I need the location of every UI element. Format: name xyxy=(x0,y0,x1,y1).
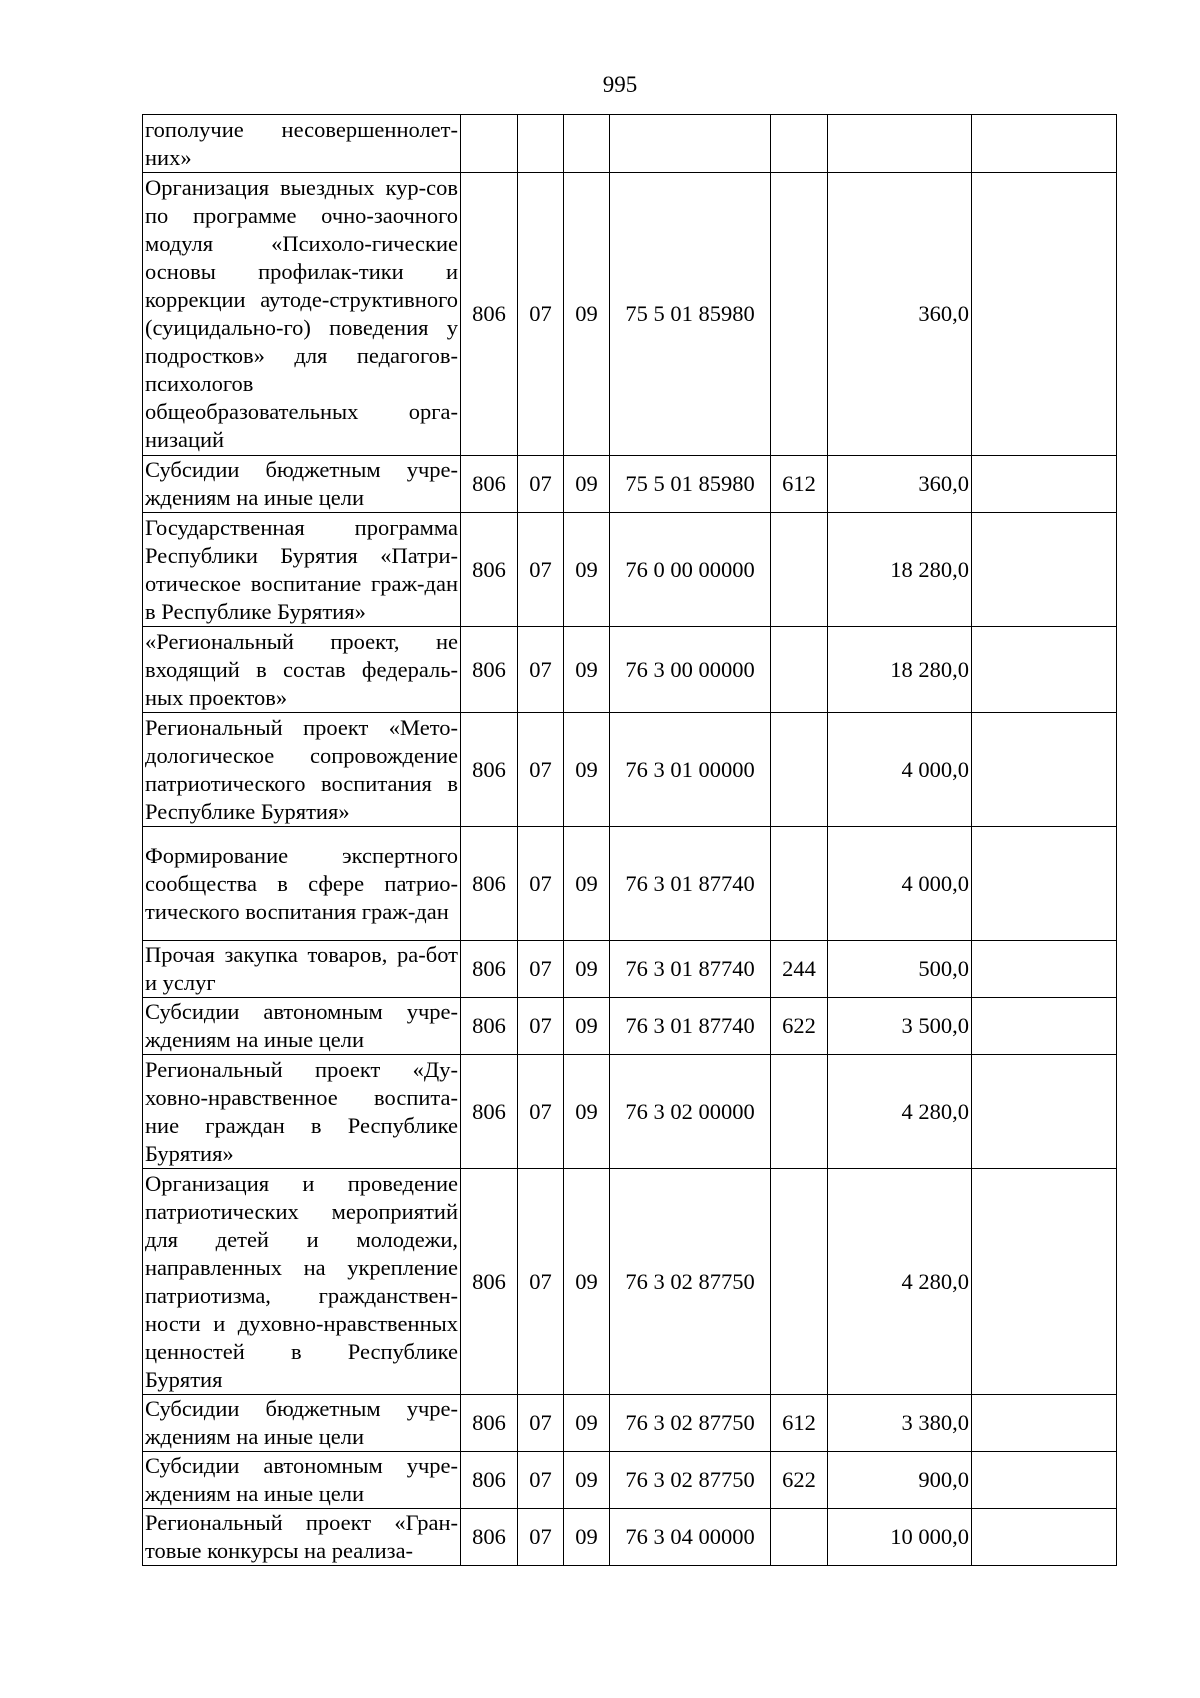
row-empty-cell xyxy=(972,173,1117,456)
row-ved-code xyxy=(461,115,518,173)
row-name: Организация и проведение патриотических мероприятий для детей и молодежи, направленных на укрепление патриотизма, гражданствен-ности и духовно-нравственных ценностей в Республике Бурятия xyxy=(143,1169,461,1395)
table-body xyxy=(143,115,1117,1566)
row-subsection-code: 09 xyxy=(564,1169,610,1395)
row-expense-type-code: 622 xyxy=(771,1452,828,1509)
row-subsection-code: 09 xyxy=(564,1452,610,1509)
row-target-article-code: 76 3 00 00000 xyxy=(610,627,771,713)
table-row xyxy=(143,713,1117,827)
row-amount: 3 380,0 xyxy=(828,1395,972,1452)
row-section-code: 07 xyxy=(518,173,564,456)
row-expense-type-code: 244 xyxy=(771,941,828,998)
row-name: Субсидии бюджетным учре-ждениям на иные цели xyxy=(143,1395,461,1452)
row-expense-type-code: 612 xyxy=(771,456,828,513)
row-target-article-code: 76 3 02 87750 xyxy=(610,1452,771,1509)
row-amount: 18 280,0 xyxy=(828,627,972,713)
row-expense-type-code xyxy=(771,627,828,713)
table-row xyxy=(143,627,1117,713)
row-section-code: 07 xyxy=(518,941,564,998)
row-section-code: 07 xyxy=(518,713,564,827)
row-empty-cell xyxy=(972,115,1117,173)
row-target-article-code: 76 3 01 87740 xyxy=(610,941,771,998)
row-expense-type-code xyxy=(771,1169,828,1395)
row-amount: 4 280,0 xyxy=(828,1169,972,1395)
row-empty-cell xyxy=(972,1055,1117,1169)
row-amount: 500,0 xyxy=(828,941,972,998)
row-amount: 3 500,0 xyxy=(828,998,972,1055)
table-row xyxy=(143,173,1117,456)
table-row xyxy=(143,115,1117,173)
row-amount: 360,0 xyxy=(828,456,972,513)
row-subsection-code: 09 xyxy=(564,713,610,827)
table-row xyxy=(143,998,1117,1055)
row-name: Организация выездных кур-сов по программе очно-заочного модуля «Психоло-гические основы профилак-тики и коррекции аутоде-структивного (суицидально-го) поведения у подростков» для педагогов-психологов общеобразовательных орга-низаций xyxy=(143,173,461,456)
row-name: гополучие несовершеннолет-них» xyxy=(143,115,461,173)
row-subsection-code: 09 xyxy=(564,1055,610,1169)
row-section-code: 07 xyxy=(518,827,564,941)
table-row xyxy=(143,1509,1117,1566)
page-number: 995 xyxy=(602,72,638,97)
row-amount: 4 000,0 xyxy=(828,713,972,827)
table-row xyxy=(143,456,1117,513)
row-amount: 10 000,0 xyxy=(828,1509,972,1566)
row-section-code: 07 xyxy=(518,627,564,713)
table-row xyxy=(143,941,1117,998)
row-target-article-code: 76 0 00 00000 xyxy=(610,513,771,627)
row-section-code: 07 xyxy=(518,1169,564,1395)
row-expense-type-code: 622 xyxy=(771,998,828,1055)
row-section-code: 07 xyxy=(518,1055,564,1169)
row-empty-cell xyxy=(972,713,1117,827)
table-row xyxy=(143,513,1117,627)
table-row xyxy=(143,1055,1117,1169)
row-amount: 4 000,0 xyxy=(828,827,972,941)
row-target-article-code: 76 3 01 87740 xyxy=(610,998,771,1055)
row-empty-cell xyxy=(972,827,1117,941)
row-subsection-code: 09 xyxy=(564,998,610,1055)
row-ved-code: 806 xyxy=(461,456,518,513)
row-name: Формирование экспертного сообщества в сфере патрио-тического воспитания граж-дан xyxy=(143,827,461,941)
row-expense-type-code xyxy=(771,115,828,173)
row-subsection-code: 09 xyxy=(564,1395,610,1452)
row-target-article-code: 76 3 02 87750 xyxy=(610,1395,771,1452)
table-row xyxy=(143,1395,1117,1452)
row-ved-code: 806 xyxy=(461,998,518,1055)
row-ved-code: 806 xyxy=(461,513,518,627)
row-target-article-code: 75 5 01 85980 xyxy=(610,173,771,456)
row-subsection-code: 09 xyxy=(564,513,610,627)
row-empty-cell xyxy=(972,998,1117,1055)
row-ved-code: 806 xyxy=(461,1055,518,1169)
row-empty-cell xyxy=(972,1452,1117,1509)
row-target-article-code: 76 3 02 87750 xyxy=(610,1169,771,1395)
row-target-article-code xyxy=(610,115,771,173)
row-empty-cell xyxy=(972,456,1117,513)
row-ved-code: 806 xyxy=(461,1452,518,1509)
row-section-code: 07 xyxy=(518,1452,564,1509)
row-ved-code: 806 xyxy=(461,827,518,941)
row-name: «Региональный проект, не входящий в состав федераль-ных проектов» xyxy=(143,627,461,713)
row-name: Региональный проект «Мето-дологическое сопровождение патриотического воспитания в Республике Бурятия» xyxy=(143,713,461,827)
row-target-article-code: 76 3 04 00000 xyxy=(610,1509,771,1566)
row-expense-type-code xyxy=(771,1509,828,1566)
row-empty-cell xyxy=(972,627,1117,713)
row-subsection-code: 09 xyxy=(564,941,610,998)
row-ved-code: 806 xyxy=(461,1509,518,1566)
row-ved-code: 806 xyxy=(461,1169,518,1395)
row-empty-cell xyxy=(972,1169,1117,1395)
row-target-article-code: 76 3 01 00000 xyxy=(610,713,771,827)
row-name: Региональный проект «Ду-ховно-нравственное воспита-ние граждан в Республике Бурятия» xyxy=(143,1055,461,1169)
row-amount: 18 280,0 xyxy=(828,513,972,627)
row-section-code: 07 xyxy=(518,513,564,627)
row-name: Субсидии автономным учре-ждениям на иные цели xyxy=(143,1452,461,1509)
row-section-code xyxy=(518,115,564,173)
row-subsection-code: 09 xyxy=(564,456,610,513)
row-expense-type-code xyxy=(771,827,828,941)
row-empty-cell xyxy=(972,941,1117,998)
row-target-article-code: 76 3 02 00000 xyxy=(610,1055,771,1169)
row-subsection-code: 09 xyxy=(564,1509,610,1566)
row-name: Государственная программа Республики Бурятия «Патри-отическое воспитание граж-дан в Республике Бурятия» xyxy=(143,513,461,627)
row-section-code: 07 xyxy=(518,456,564,513)
row-name: Субсидии автономным учре-ждениям на иные цели xyxy=(143,998,461,1055)
row-ved-code: 806 xyxy=(461,173,518,456)
row-section-code: 07 xyxy=(518,1395,564,1452)
row-amount: 360,0 xyxy=(828,173,972,456)
row-expense-type-code xyxy=(771,1055,828,1169)
row-section-code: 07 xyxy=(518,1509,564,1566)
table-row xyxy=(143,827,1117,941)
row-name: Прочая закупка товаров, ра-бот и услуг xyxy=(143,941,461,998)
row-name: Региональный проект «Гран-товые конкурсы на реализа- xyxy=(143,1509,461,1566)
row-ved-code: 806 xyxy=(461,627,518,713)
row-name: Субсидии бюджетным учре-ждениям на иные цели xyxy=(143,456,461,513)
row-empty-cell xyxy=(972,513,1117,627)
row-amount: 900,0 xyxy=(828,1452,972,1509)
budget-table xyxy=(142,114,1117,1566)
row-expense-type-code xyxy=(771,713,828,827)
row-target-article-code: 76 3 01 87740 xyxy=(610,827,771,941)
table-row xyxy=(143,1169,1117,1395)
row-empty-cell xyxy=(972,1395,1117,1452)
row-subsection-code: 09 xyxy=(564,827,610,941)
row-empty-cell xyxy=(972,1509,1117,1566)
row-subsection-code: 09 xyxy=(564,173,610,456)
row-subsection-code xyxy=(564,115,610,173)
row-subsection-code: 09 xyxy=(564,627,610,713)
row-ved-code: 806 xyxy=(461,713,518,827)
row-amount xyxy=(828,115,972,173)
row-target-article-code: 75 5 01 85980 xyxy=(610,456,771,513)
row-expense-type-code xyxy=(771,173,828,456)
row-ved-code: 806 xyxy=(461,941,518,998)
row-amount: 4 280,0 xyxy=(828,1055,972,1169)
row-expense-type-code xyxy=(771,513,828,627)
table-row xyxy=(143,1452,1117,1509)
row-ved-code: 806 xyxy=(461,1395,518,1452)
row-section-code: 07 xyxy=(518,998,564,1055)
row-expense-type-code: 612 xyxy=(771,1395,828,1452)
